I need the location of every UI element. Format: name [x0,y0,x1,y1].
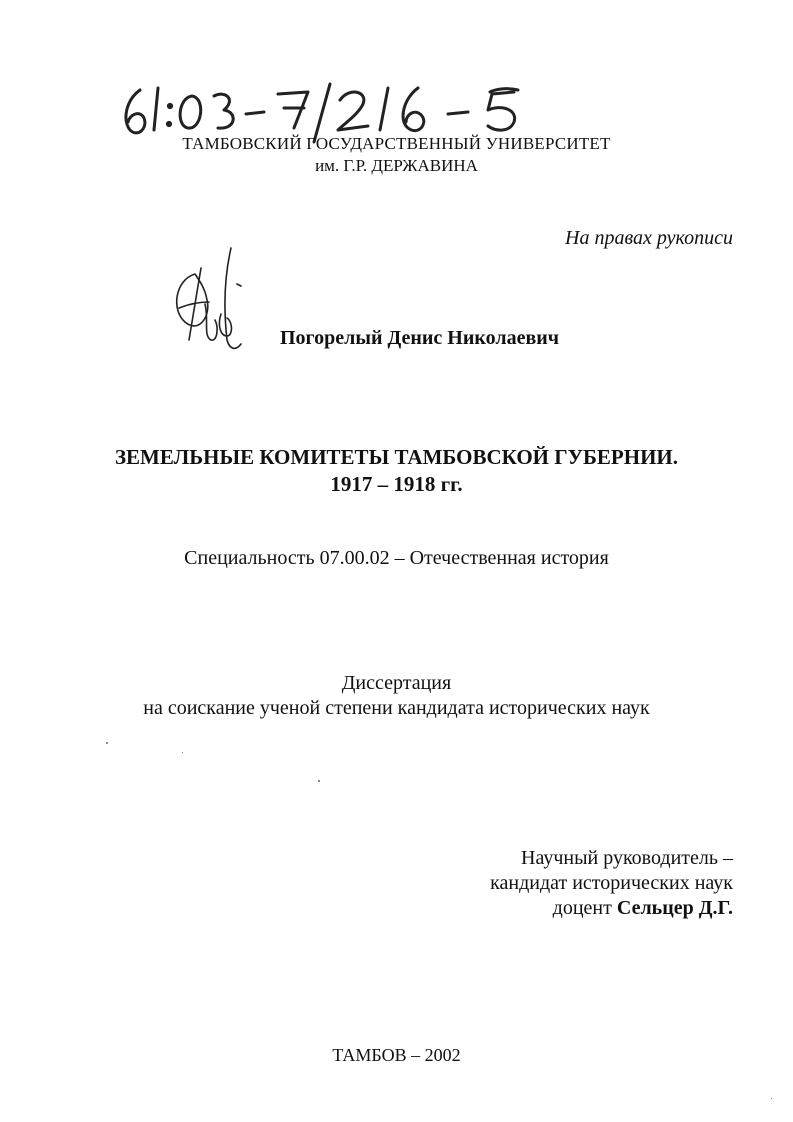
supervisor-rank: доцент [552,897,612,919]
scan-speck [318,780,320,782]
university-name: ТАМБОВСКИЙ ГОСУДАРСТВЕННЫЙ УНИВЕРСИТЕТ [182,134,611,153]
degree-description: на соискание ученой степени кандидата исторических наук [143,697,650,719]
author-signature [165,244,260,354]
supervisor-title-name [553,896,733,921]
supervisor-heading: Научный руководитель – [521,847,733,869]
scan-speck [182,752,183,753]
dissertation-title: ЗЕМЕЛЬНЫЕ КОМИТЕТЫ ТАМБОВСКОЙ ГУБЕРНИИ. [114,445,679,469]
city-year: ТАМБОВ – 2002 [332,1045,461,1065]
scan-speck [106,742,108,744]
dissertation-years: 1917 – 1918 гг. [330,472,463,496]
supervisor-name: Сельцер Д.Г. [616,897,733,919]
author-name: Погорелый Денис Николаевич [280,327,560,349]
manuscript-rights-note: На правах рукописи [565,227,733,249]
scan-speck [771,1098,772,1099]
university-honorific: им. Г.Р. ДЕРЖАВИНА [315,156,478,175]
dissertation-label: Диссертация [341,672,452,694]
specialty-line: Специальность 07.00.02 – Отечественная история [184,547,609,569]
supervisor-degree: кандидат исторических наук [490,872,733,894]
